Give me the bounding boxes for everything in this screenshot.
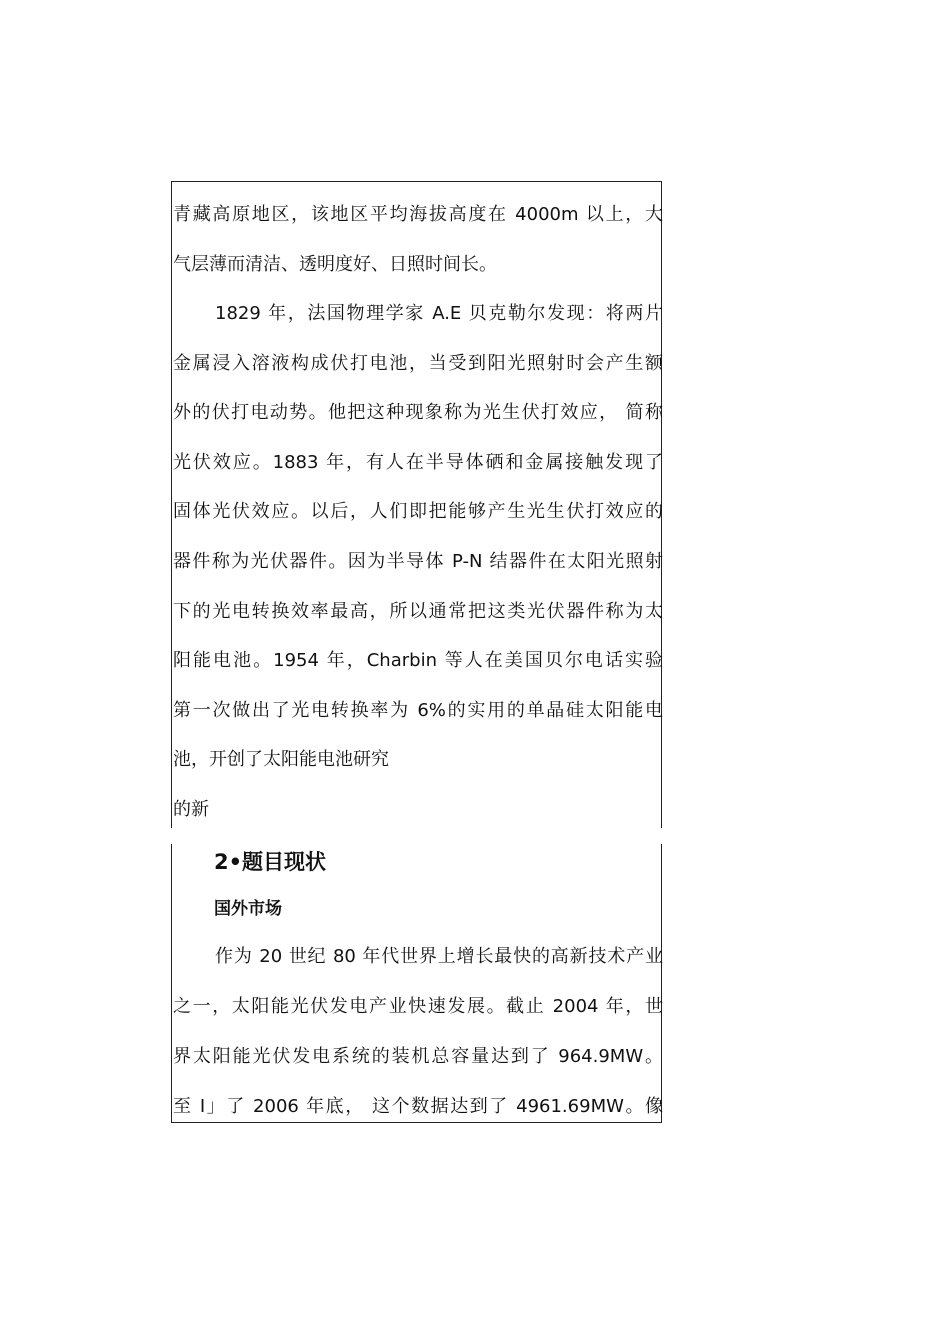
subsection-heading: 国外市场 [214, 899, 282, 919]
text-line: 第一次做出了光电转换率为 6%的实用的单晶硅太阳能电 [173, 700, 663, 721]
section-heading: 2•题目现状 [214, 850, 327, 874]
text-line: 固体光伏效应。以后，人们即把能够产生光生伏打效应的 [173, 501, 663, 522]
text-line: 作为 20 世纪 80 年代世界上增长最快的高新技术产业 [215, 946, 663, 967]
text-line: 下的光电转换效率最高，所以通常把这类光伏器件称为太 [173, 601, 663, 622]
text-line: 池，开创了太阳能电池研究 [173, 749, 389, 770]
text-line: 1829 年，法国物理学家 A.E 贝克勒尔发现：将两片 [215, 303, 663, 324]
text-line: 金属浸入溶液构成伏打电池，当受到阳光照射时会产生额 [173, 353, 663, 374]
text-line: 至 I」了 2006 年底， 这个数据达到了 4961.69MW。像 [173, 1096, 663, 1117]
text-line: 之一，太阳能光伏发电产业快速发展。截止 2004 年，世 [173, 996, 663, 1017]
frame-gap [171, 828, 664, 844]
text-line: 界太阳能光伏发电系统的装机总容量达到了 964.9MW。 [173, 1046, 663, 1067]
text-line: 器件称为光伏器件。因为半导体 P-N 结器件在太阳光照射 [173, 551, 663, 572]
text-line: 青藏高原地区，该地区平均海拔高度在 4000m 以上，大 [173, 204, 663, 225]
text-line: 外的伏打电动势。他把这种现象称为光生伏打效应， 简称 [173, 402, 663, 423]
text-line: 气层薄而清洁、透明度好、日照时间长。 [173, 254, 497, 275]
text-line: 阳能电池。1954 年，Charbin 等人在美国贝尔电话实验 [173, 650, 663, 671]
text-line: 的新 [173, 799, 209, 820]
text-line: 光伏效应。1883 年，有人在半导体硒和金属接触发现了 [173, 452, 663, 473]
